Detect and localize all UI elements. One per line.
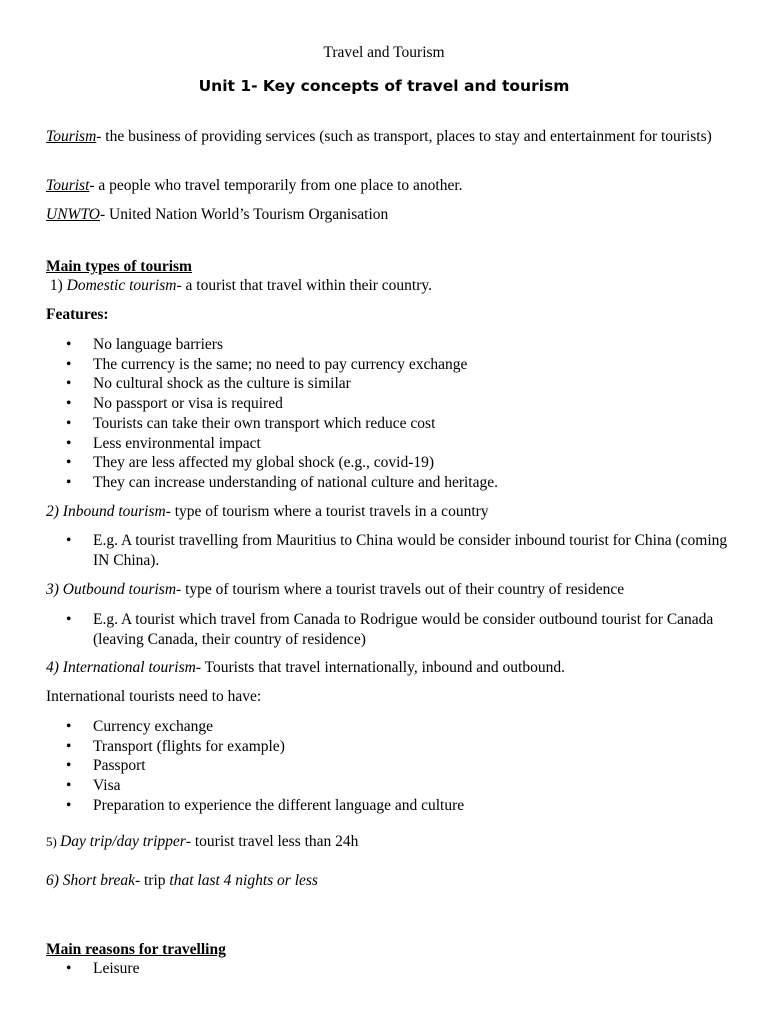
bullet-icon: • [66, 757, 72, 775]
definition-text: - the business of providing services (such as transport, places to stay and entertainment for tourists) [96, 128, 712, 145]
bullet-icon: • [66, 336, 72, 353]
bullet-icon: • [66, 473, 72, 491]
list-item: • E.g. A tourist which travel from Canada to Rodrigue would be consider outbound tourist for Canada (leaving Canada, their country of residence) [66, 611, 714, 648]
list-item: • No passport or visa is required [66, 395, 283, 413]
type-number: 1) [46, 277, 67, 294]
bullet-icon: • [66, 718, 72, 735]
definition-text: - United Nation World’s Tourism Organisation [99, 206, 389, 223]
bullet-icon: • [66, 414, 72, 432]
definition-text: - a people who travel temporarily from one place to another. [89, 177, 463, 194]
type-short-break [46, 871, 318, 891]
features-list [46, 335, 736, 493]
bullet-icon: • [66, 532, 72, 549]
type-outbound [46, 580, 624, 600]
list-item: • Visa [66, 777, 121, 795]
bullet-icon: • [66, 355, 72, 373]
type-term: Day trip/day tripper [60, 833, 186, 850]
list-item: • The currency is the same; no need to pay currency exchange [66, 355, 468, 373]
type-text: - trip [134, 872, 170, 889]
list-item: • Tourists can take their own transport which reduce cost [66, 414, 436, 432]
type-day-trip [46, 832, 358, 852]
definition-term: UNWTO [46, 206, 100, 223]
type-text: - type of tourism where a tourist travels in a country [165, 503, 489, 520]
inbound-example-list [46, 531, 736, 570]
definition-unwto [46, 205, 388, 225]
bullet-icon: • [66, 395, 72, 413]
type-term: 6) Short break [46, 872, 135, 889]
definition-tourism [46, 127, 726, 147]
reasons-list [46, 959, 736, 979]
type-text: - tourist travel less than 24h [185, 833, 359, 850]
type-text: - Tourists that travel internationally, inbound and outbound. [195, 659, 565, 676]
unit-heading: Unit 1- Key concepts of travel and tourism [198, 77, 570, 95]
list-item: • No language barriers [66, 336, 223, 353]
type-term: 4) International tourism [46, 659, 196, 676]
type-term: 3) Outbound tourism [46, 581, 177, 598]
list-item: • Transport (flights for example) [66, 737, 285, 755]
bullet-icon: • [66, 434, 72, 452]
outbound-example-list [46, 610, 736, 649]
list-item: • Less environmental impact [66, 434, 261, 452]
bullet-icon: • [66, 796, 72, 814]
list-item: • Passport [66, 757, 146, 775]
type-number: 5) [46, 834, 61, 849]
features-label: Features: [46, 306, 109, 323]
bullet-icon: • [66, 737, 72, 755]
type-term: 2) Inbound tourism [46, 503, 166, 520]
list-item: • Currency exchange [66, 718, 214, 735]
section-heading-types: Main types of tourism [46, 258, 192, 275]
definition-term: Tourist [46, 177, 90, 194]
international-needs-list [46, 717, 736, 816]
type-term: Domestic tourism [66, 277, 177, 294]
document-title: Travel and Tourism [323, 44, 445, 61]
type-text: - type of tourism where a tourist travels out of their country of residence [176, 581, 625, 598]
type-text: - a tourist that travel within their country. [176, 277, 433, 294]
list-item: • No cultural shock as the culture is similar [66, 375, 351, 393]
list-item: • They can increase understanding of national culture and heritage. [66, 473, 498, 491]
type-inbound [46, 502, 489, 522]
type-international [46, 658, 565, 678]
definition-tourist [46, 176, 463, 196]
list-item: • E.g. A tourist travelling from Mauritius to China would be consider inbound tourist for China (coming IN China). [66, 532, 728, 569]
bullet-icon: • [66, 777, 72, 795]
list-item: • They are less affected my global shock (e.g., covid-19) [66, 454, 435, 472]
bullet-icon: • [66, 611, 72, 628]
section-heading-reasons: Main reasons for travelling [46, 941, 226, 958]
list-item: • Preparation to experience the different language and culture [66, 796, 465, 814]
definition-term: Tourism [46, 128, 97, 145]
bullet-icon: • [66, 454, 72, 472]
bullet-icon: • [66, 375, 72, 393]
type-domestic [46, 276, 432, 296]
bullet-icon: • [66, 960, 72, 977]
international-needs-label: International tourists need to have: [46, 688, 262, 705]
list-item: • Leisure [66, 960, 140, 977]
type-text-tail: that last 4 nights or less [169, 872, 318, 889]
